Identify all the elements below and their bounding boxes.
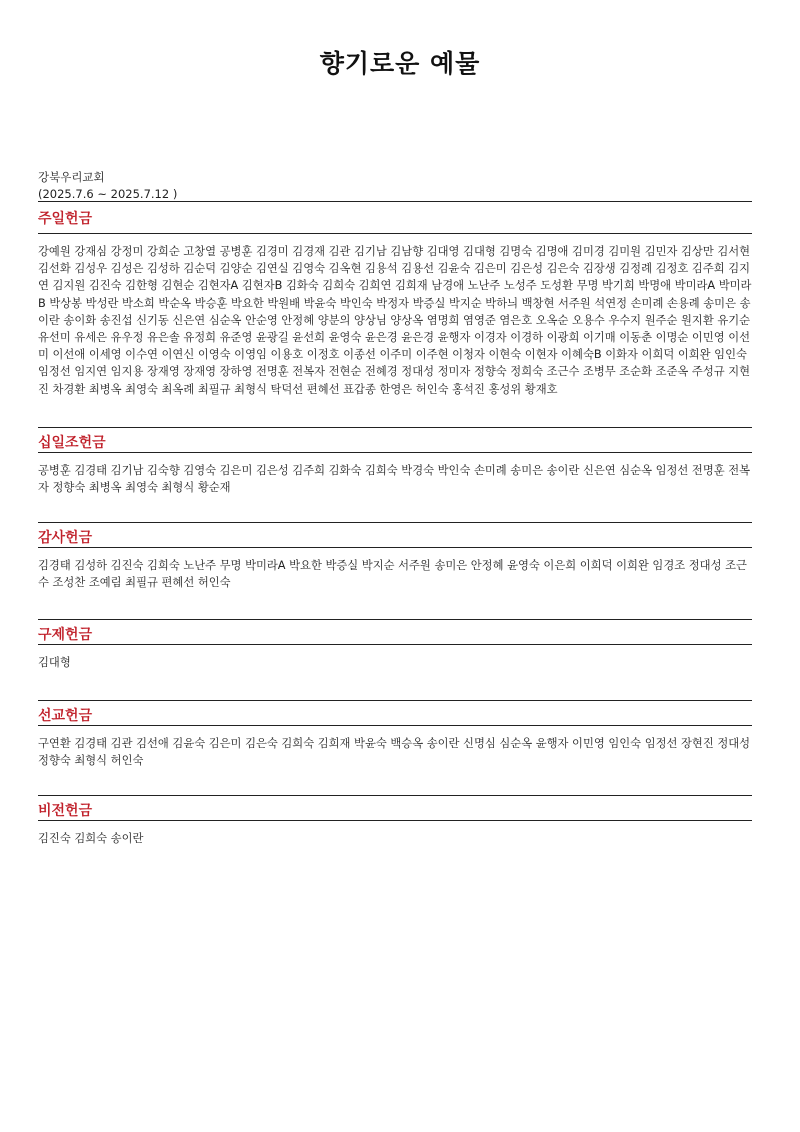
donor-list: 김대형 [38,656,71,669]
section-title: 감사헌금 [38,530,93,546]
section-header [38,619,752,645]
donor-list: 김진숙 김희숙 송이란 [38,832,144,845]
donor-list: 구연환 김경태 김관 김선애 김윤숙 김은미 김은숙 김희숙 김희재 박윤숙 백승옥 송이란 신명심 심순옥 윤행자 이민영 임인숙 임정선 장현진 정대성 정향숙 최형식 허인숙 [38,737,751,768]
section-tithe [38,427,752,496]
section-title: 주일헌금 [38,211,93,227]
section-header [38,427,752,453]
section-header [38,201,752,234]
donor-list: 강예원 강재심 강정미 강희순 고창열 공병훈 김경미 김경재 김관 김기남 김남향 김대영 김대형 김명숙 김명애 김미경 김미원 김민자 김상만 김서현 김선화 김성우 김성은 김성하 김순덕 김양순 김연실 김영숙 김옥현 김용석 김용선 김윤숙 김은미 김은성 김은숙 김장생 김정례 김정호 김주희 김지연 김지원 김진숙 김한형 김현순 김현자A 김현자B 김화숙 김희숙 김희연 김희재 남경애 노난주 노성주 도성환 무명 박기희 박명애 박미라A 박미라B 박상봉 박성란 박소희 박순옥 박승훈 박요한 박원배 박윤숙 박인숙 박정자 박증실 박지순 박하늬 백창현 서주원 석연정 손미례 손용례 송미은 송이란 송이화 송진섭 신기동 신은연 심순옥 안순영 안정혜 양분의 양상님 양상옥 염명희 염영준 염은호 오옥순 오용수 우수지 원주순 원지환 유기순 유선미 유세은 유우정 유은솔 유정희 유준영 윤광길 윤선희 윤영숙 윤은경 윤은경 윤행자 이경자 이경하 이광희 이기매 이동춘 이명순 이민영 이선미 이선애 이세영 이수연 이연신 이영숙 이영임 이용호 이정호 이종선 이주미 이주현 이청자 이현숙 이현자 이혜숙B 이화자 이희덕 이희완 임인숙 임정선 임지연 임지용 장재영 장재영 장하영 전명훈 전복자 전현순 전혜경 정대성 정미자 정향숙 정희숙 조근수 조병무 조순화 조준옥 주성규 지현진 차경환 최병옥 최영숙 최옥례 최필규 최형식 탁덕선 편혜선 표갑종 한영은 허인숙 홍석진 홍성위 황재호 [38,245,752,396]
church-name: 강북우리교회 [38,170,105,184]
donor-list: 공병훈 김경태 김기남 김숙향 김영숙 김은미 김은성 김주희 김화숙 김희숙 박경숙 박인숙 손미례 송미은 송이란 신은연 심순옥 임정선 전명훈 전복자 정향숙 최병옥 최영숙 최형식 황순재 [38,464,751,495]
section-missions [38,700,752,769]
section-thanksgiving [38,522,752,591]
section-relief [38,619,752,671]
section-title: 십일조헌금 [38,435,106,451]
donor-list: 김경태 김성하 김진숙 김희숙 노난주 무명 박미라A 박요한 박증실 박지순 서주원 송미은 안정혜 윤영숙 이은희 이희덕 이희완 임경조 정대성 조근수 조성찬 조예림 최필규 편혜선 허인숙 [38,559,747,590]
section-header [38,795,752,821]
section-sunday-offering [38,201,752,398]
section-header [38,522,752,548]
section-header [38,700,752,726]
date-range: (2025.7.6 ~ 2025.7.12 ) [38,187,178,201]
section-title: 구제헌금 [38,627,93,643]
church-info [38,169,177,203]
section-vision [38,795,752,847]
page-title: 향기로운 예물 [319,49,481,78]
section-title: 선교헌금 [38,708,93,724]
section-title: 비전헌금 [38,803,93,819]
